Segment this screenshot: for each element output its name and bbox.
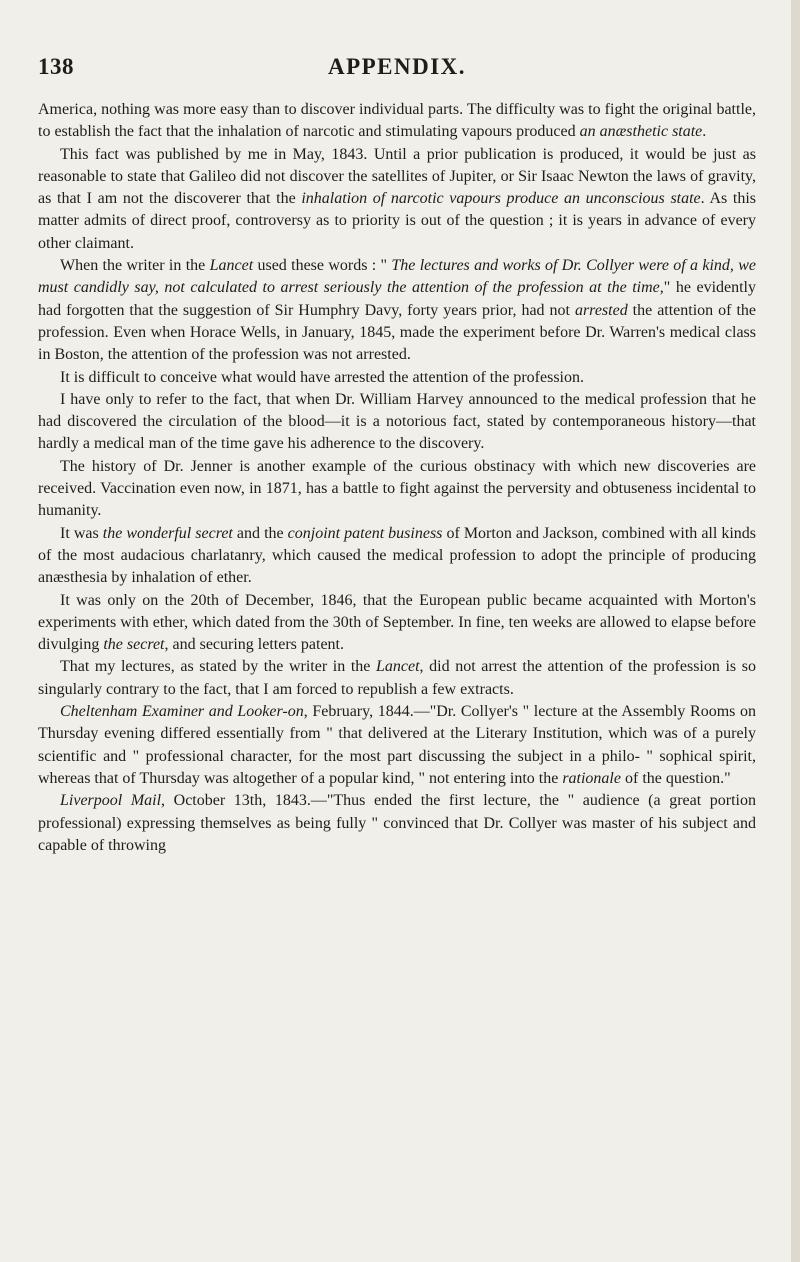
paragraph: America, nothing was more easy than to discover individual parts. The difficulty was to fight the original battle, to establish the fact that the inhalation of narcotic and stimulating vapours produced an anæsthetic state. <box>38 101 756 141</box>
paragraph: The history of Dr. Jenner is another example of the curious obstinacy with which new discoveries are received. Vaccination even now, in 1871, has a battle to fight against the perversity and obtuseness incidental to humanity. <box>38 457 756 520</box>
paragraph: That my lectures, as stated by the writer in the Lancet, did not arrest the attention of the profession is so singularly contrary to the fact, that I am forced to republish a few extracts. <box>38 658 756 698</box>
paragraph: When the writer in the Lancet used these words : " The lectures and works of Dr. Collyer were of a kind, we must candidly say, not calculated to arrest seriously the attention of the profession at the time," he evidently had forgotten that the suggestion of Sir Humphry Davy, forty years prior, had not arrested the attention of the profession. Even when Horace Wells, in January, 1845, made the experiment before Dr. Warren's medical class in Boston, the attention of the profession was not arrested. <box>38 257 757 364</box>
paragraph: Liverpool Mail, October 13th, 1843.—"Thus ended the first lecture, the " audience (a great portion professional) expressing themselves as being fully " convinced that Dr. Collyer was master of his subject and capable of throwing <box>38 792 757 854</box>
paragraph: It was only on the 20th of December, 1846, that the European public became acquainted with Morton's experiments with ether, which dated from the 30th of September. In fine, ten weeks are allowed to elapse before divulging the secret, and securing letters patent. <box>38 591 756 654</box>
running-title: APPENDIX. <box>327 54 467 79</box>
paragraph: I have only to refer to the fact, that when Dr. William Harvey announced to the medical profession that he had discovered the circulation of the blood—it is a notorious fact, stated by contemporaneous history—that hardly a medical man of the time gave his adherence to the discovery. <box>38 390 756 453</box>
body-text <box>38 99 756 857</box>
page-edge-shadow <box>791 0 800 1262</box>
paragraph: It is difficult to conceive what would have arrested the attention of the profession. <box>60 368 584 386</box>
paragraph: Cheltenham Examiner and Looker-on, February, 1844.—"Dr. Collyer's " lecture at the Assembly Rooms on Thursday evening differed essentially from " that delivered at the Literary Institution, which was of a purely scientific and " professional character, for the most part discussing the subject in a philo- " sophical spirit, whereas that of Thursday was altogether of a popular kind, " not entering into the rationale of the question." <box>38 703 756 787</box>
page-header <box>38 54 756 86</box>
page-number: 138 <box>38 54 74 79</box>
paragraph: It was the wonderful secret and the conjoint patent business of Morton and Jackson, combined with all kinds of the most audacious charlatanry, which caused the medical profession to adopt the principle of producing anæsthesia by inhalation of ether. <box>38 524 757 587</box>
paragraph: This fact was published by me in May, 1843. Until a prior publication is produced, it would be just as reasonable to state that Galileo did not discover the satellites of Jupiter, or Sir Isaac Newton the laws of gravity, as that I am not the discoverer that the inhalation of narcotic vapours produce an unconscious state. As this matter admits of direct proof, controversy as to priority is out of the question ; it is years in advance of every other claimant. <box>38 145 756 252</box>
